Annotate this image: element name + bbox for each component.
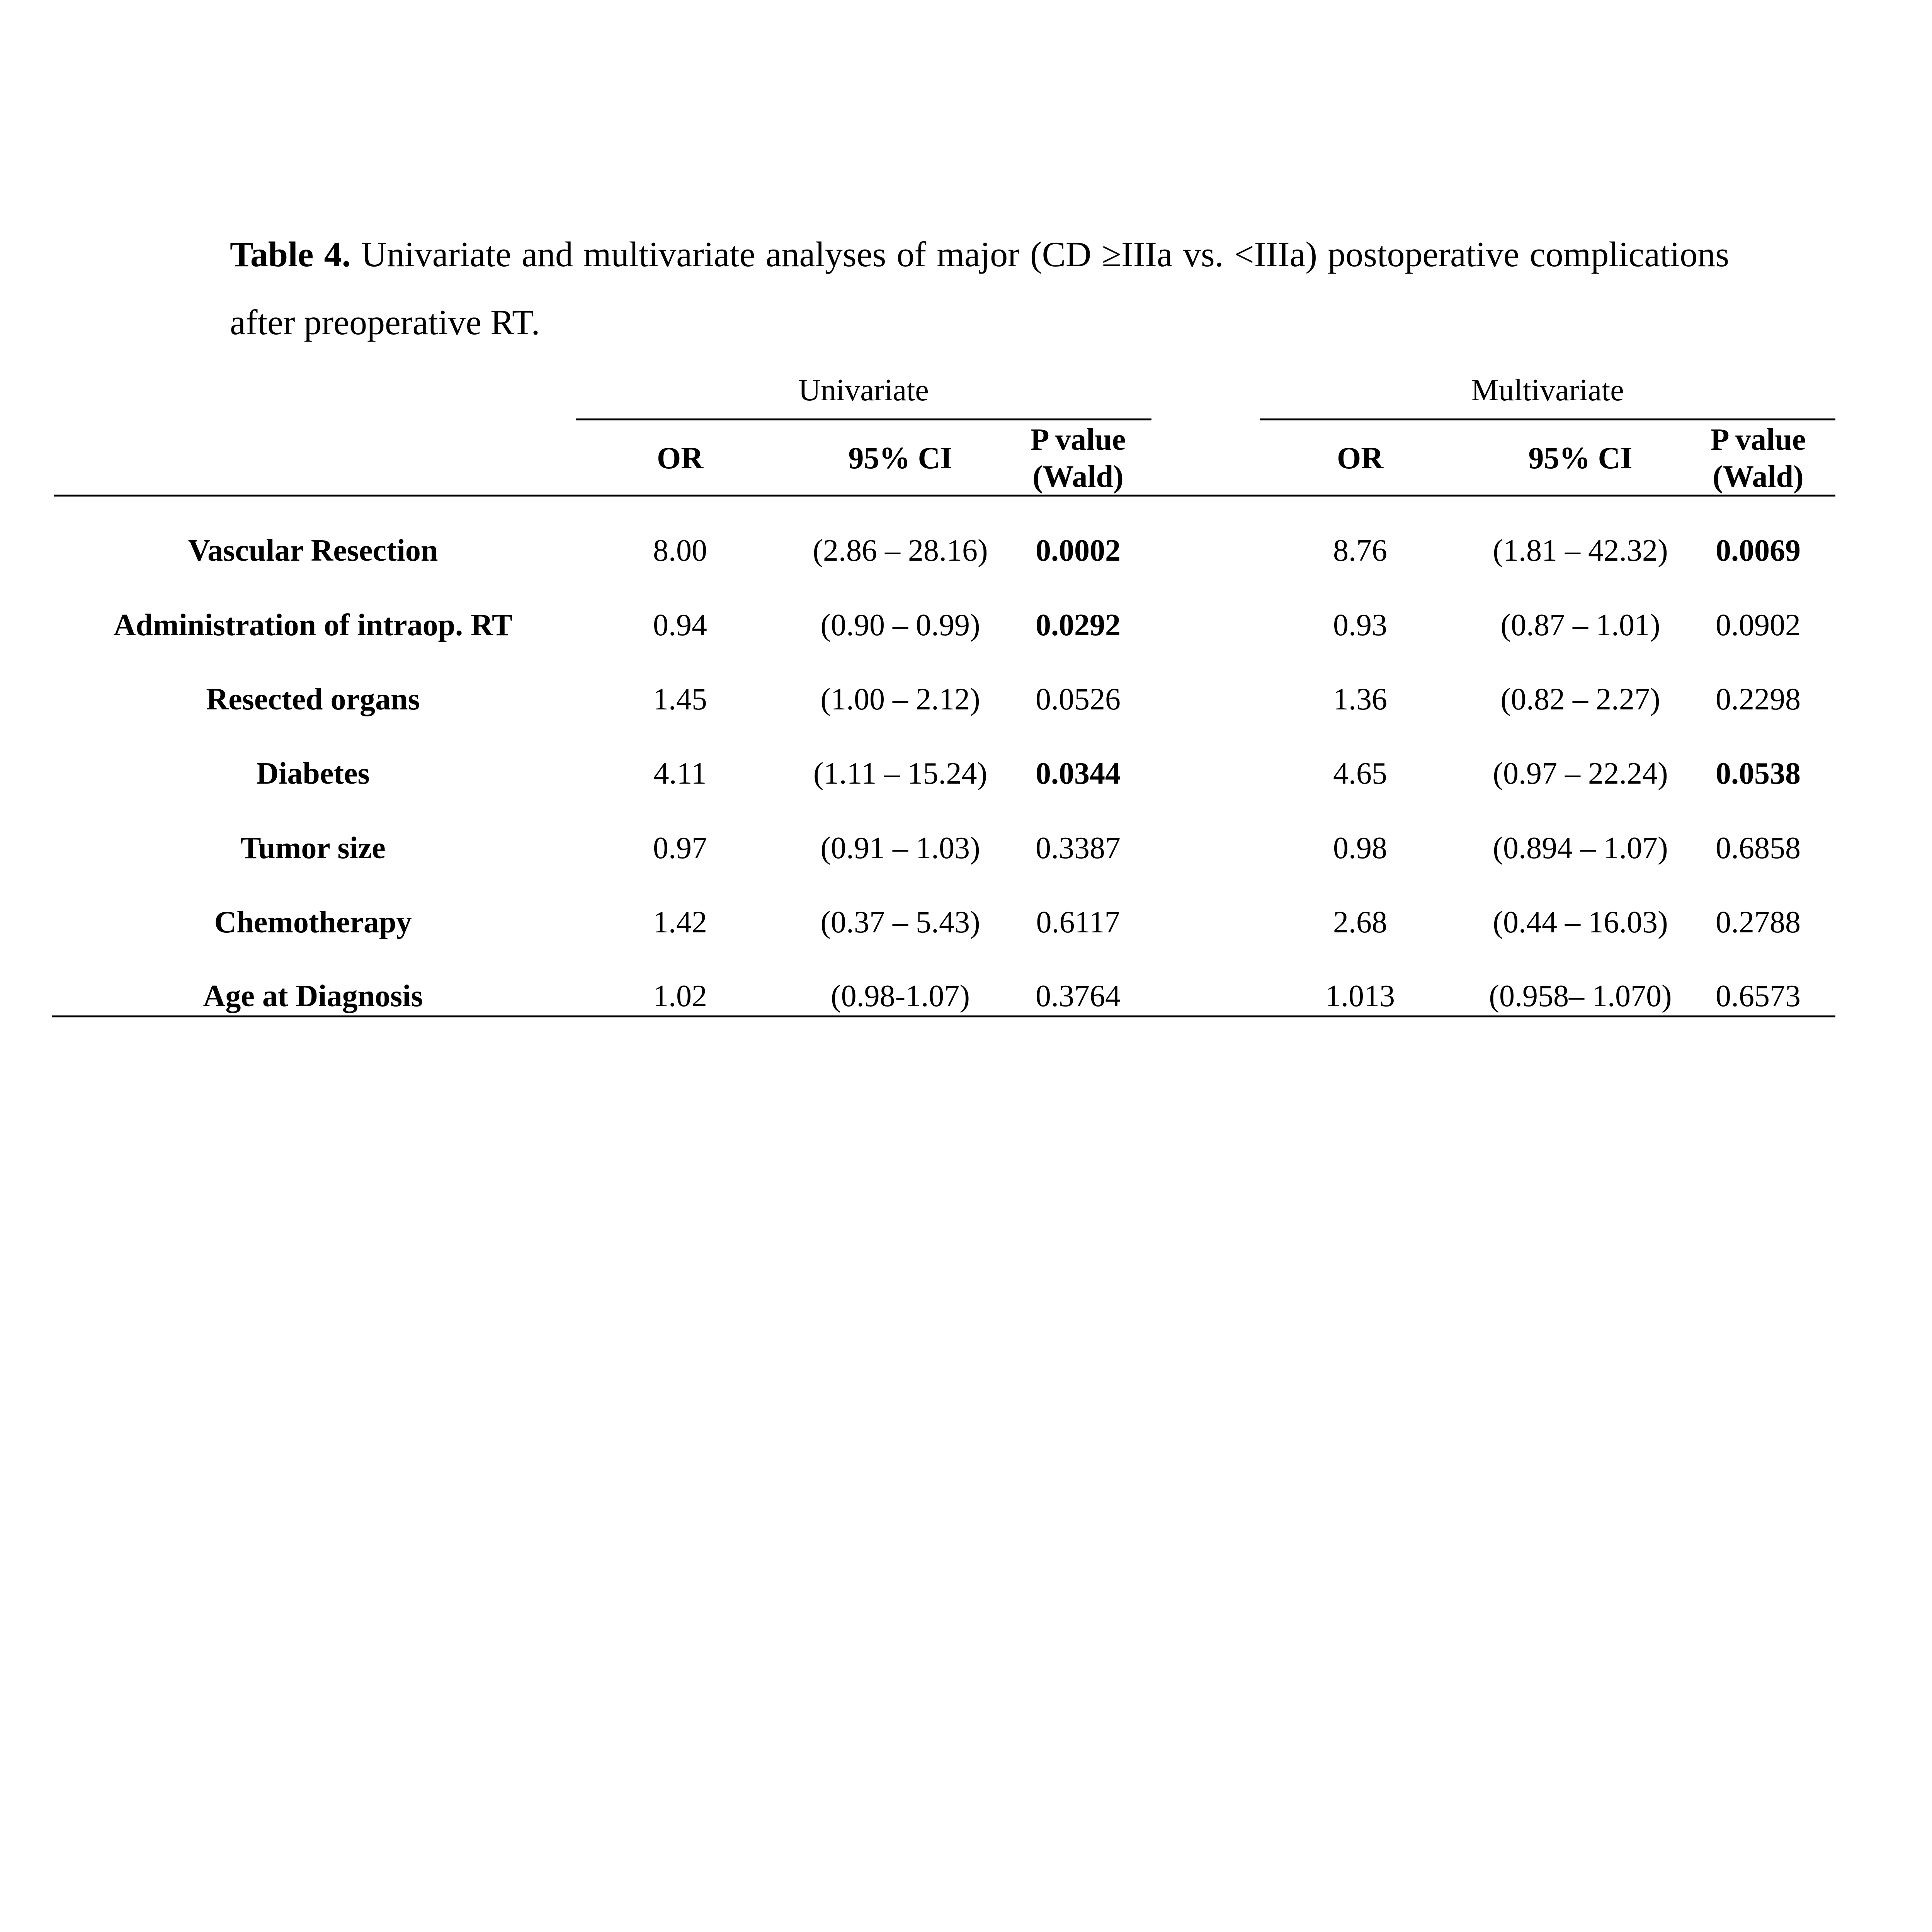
cell-univariate-or: 4.11 [653,757,707,791]
cell-univariate-p: 0.0526 [1036,682,1121,716]
table-row [0,750,1932,797]
col-header-multivariate-p-line2: (Wald) [1713,460,1804,494]
cell-multivariate-or: 2.68 [1333,905,1387,939]
row-label: Chemotherapy [214,905,412,939]
cell-univariate-or: 0.94 [653,608,707,642]
cell-univariate-or: 1.45 [653,682,707,716]
cell-multivariate-p: 0.0538 [1716,757,1801,791]
cell-univariate-p: 0.3387 [1036,831,1121,865]
header-bottom-rule [54,495,1835,497]
table-row [0,676,1932,723]
cell-univariate-p: 0.0344 [1036,757,1121,791]
cell-univariate-ci: (2.86 – 28.16) [813,534,988,568]
cell-multivariate-p: 0.0902 [1716,608,1801,642]
multivariate-group-rule [1260,418,1835,420]
cell-multivariate-or: 0.98 [1333,831,1387,865]
row-label: Diabetes [256,757,370,791]
group-header-multivariate: Multivariate [1471,373,1624,407]
table-row [0,602,1932,648]
table-row [0,825,1932,871]
cell-univariate-or: 8.00 [653,534,707,568]
cell-univariate-or: 1.42 [653,905,707,939]
table-row [0,899,1932,946]
cell-multivariate-ci: (0.44 – 16.03) [1493,905,1668,939]
cell-multivariate-ci: (0.958– 1.070) [1489,979,1672,1013]
cell-univariate-ci: (0.98-1.07) [831,979,970,1013]
col-header-multivariate-ci: 95% CI [1528,441,1633,475]
table-bottom-rule [52,1015,1835,1017]
cell-multivariate-p: 0.6573 [1716,979,1801,1013]
cell-multivariate-or: 8.76 [1333,534,1387,568]
col-header-univariate-p-line1: P value [1030,423,1126,457]
cell-univariate-p: 0.6117 [1036,905,1120,939]
row-label: Tumor size [240,831,386,865]
cell-multivariate-or: 4.65 [1333,757,1387,791]
cell-multivariate-p: 0.0069 [1716,534,1801,568]
table-row [0,527,1932,574]
row-label: Age at Diagnosis [203,979,423,1013]
cell-univariate-p: 0.3764 [1036,979,1121,1013]
table-row [0,973,1932,1019]
col-header-univariate-p-line2: (Wald) [1032,460,1124,494]
row-label: Resected organs [206,682,420,716]
cell-multivariate-ci: (0.87 – 1.01) [1500,608,1660,642]
cell-multivariate-or: 0.93 [1333,608,1387,642]
cell-univariate-ci: (0.91 – 1.03) [820,831,980,865]
row-label: Administration of intraop. RT [113,608,513,642]
col-header-univariate-p [1012,421,1144,495]
col-header-univariate-ci: 95% CI [848,441,952,475]
cell-multivariate-ci: (0.894 – 1.07) [1493,831,1668,865]
row-label: Vascular Resection [188,534,438,568]
table-caption [230,220,1729,356]
group-header-univariate: Univariate [798,373,929,407]
cell-multivariate-ci: (1.81 – 42.32) [1493,534,1668,568]
col-header-multivariate-p [1692,421,1824,495]
caption-label: Table 4. [230,235,351,274]
cell-univariate-ci: (1.11 – 15.24) [813,757,988,791]
cell-multivariate-or: 1.36 [1333,682,1387,716]
cell-multivariate-ci: (0.97 – 22.24) [1493,757,1668,791]
cell-univariate-ci: (1.00 – 2.12) [820,682,980,716]
col-header-multivariate-p-line1: P value [1710,423,1806,457]
cell-multivariate-p: 0.2788 [1716,905,1801,939]
col-header-univariate-or: OR [657,441,703,475]
cell-univariate-or: 1.02 [653,979,707,1013]
cell-multivariate-ci: (0.82 – 2.27) [1500,682,1660,716]
cell-univariate-p: 0.0002 [1036,534,1121,568]
cell-univariate-or: 0.97 [653,831,707,865]
cell-multivariate-p: 0.6858 [1716,831,1801,865]
cell-multivariate-p: 0.2298 [1716,682,1801,716]
caption-text: Univariate and multivariate analyses of major (CD ≥IIIa vs. <IIIa) postoperative complications after preoperative RT. [230,235,1730,342]
univariate-group-rule [576,418,1151,420]
cell-multivariate-or: 1.013 [1325,979,1395,1013]
col-header-multivariate-or: OR [1337,441,1383,475]
cell-univariate-p: 0.0292 [1036,608,1121,642]
cell-univariate-ci: (0.37 – 5.43) [820,905,980,939]
cell-univariate-ci: (0.90 – 0.99) [820,608,980,642]
